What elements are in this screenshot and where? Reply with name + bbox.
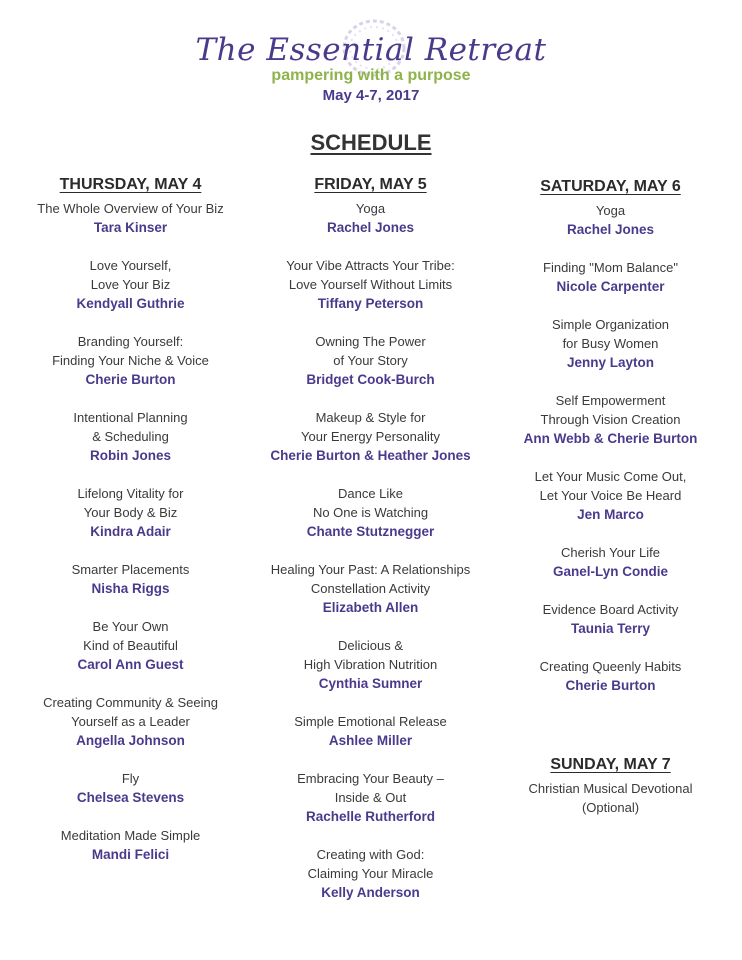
retreat-tagline: pampering with a purpose (271, 67, 471, 84)
session-item (8, 769, 253, 807)
session-title: Branding Yourself: Finding Your Niche & Voice (52, 334, 209, 368)
session-item (8, 826, 253, 864)
session-item (8, 617, 253, 674)
session-item (248, 560, 493, 617)
session-title: Delicious & High Vibration Nutrition (303, 638, 438, 672)
schedule-title: SCHEDULE (310, 130, 432, 155)
session-speaker: Tara Kinser (93, 220, 168, 235)
session-speaker: Ganel-Lyn Condie (552, 564, 668, 579)
session-title: Self Empowerment Through Vision Creation (540, 393, 681, 427)
session-title: Creating Community & Seeing Yourself as a Leader (43, 695, 218, 729)
session-item (8, 560, 253, 598)
session-item (8, 484, 253, 541)
session-speaker: Robin Jones (89, 448, 171, 463)
session-speaker: Angella Johnson (76, 733, 185, 748)
session-speaker: Cynthia Sumner (318, 676, 423, 691)
session-item (488, 201, 733, 239)
session-title: Dance Like No One is Watching (312, 486, 429, 520)
session-title: Makeup & Style for Your Energy Personality (301, 410, 440, 444)
session-title: Cherish Your Life (560, 545, 660, 560)
session-item (248, 636, 493, 693)
day-heading: THURSDAY, MAY 4 (59, 176, 202, 193)
session-list (488, 201, 733, 695)
session-item (488, 600, 733, 638)
retreat-dates: May 4-7, 2017 (322, 87, 420, 104)
day-heading: FRIDAY, MAY 5 (314, 176, 427, 193)
session-item (248, 769, 493, 826)
session-title: Christian Musical Devotional (Optional) (528, 781, 693, 815)
day-heading: SATURDAY, MAY 6 (540, 178, 681, 195)
session-speaker: Chelsea Stevens (76, 790, 185, 805)
session-speaker: Jenny Layton (566, 355, 655, 370)
session-title: Yoga (355, 201, 386, 216)
retreat-title: The Essential Retreat (195, 32, 547, 68)
session-item (488, 258, 733, 296)
session-title: Healing Your Past: A Relationships Constellation Activity (270, 562, 471, 596)
session-title: Love Yourself, Love Your Biz (89, 258, 172, 292)
session-item (248, 199, 493, 237)
session-speaker: Nisha Riggs (91, 581, 170, 596)
session-speaker: Chante Stutznegger (306, 524, 435, 539)
session-title: Fly (121, 771, 140, 786)
thursday-column (8, 175, 253, 883)
sunday-column (488, 755, 733, 836)
session-speaker: Ann Webb & Cherie Burton (523, 431, 698, 446)
session-speaker: Kindra Adair (90, 524, 171, 539)
session-title: Creating with God: Claiming Your Miracle (307, 847, 434, 881)
session-item (248, 845, 493, 902)
session-item (488, 391, 733, 448)
session-title: Intentional Planning & Scheduling (73, 410, 188, 444)
session-speaker: Cherie Burton (85, 372, 176, 387)
session-speaker: Jen Marco (577, 507, 644, 522)
saturday-column (488, 177, 733, 714)
session-title: Let Your Music Come Out, Let Your Voice Be Heard (534, 469, 687, 503)
session-title: Simple Emotional Release (294, 714, 447, 729)
session-title: The Whole Overview of Your Biz (37, 201, 224, 216)
session-speaker: Carol Ann Guest (77, 657, 184, 672)
session-item (8, 693, 253, 750)
day-heading: SUNDAY, MAY 7 (550, 756, 671, 773)
session-item (488, 543, 733, 581)
session-title: Finding "Mom Balance" (543, 260, 678, 275)
session-item (248, 256, 493, 313)
session-speaker: Cherie Burton (565, 678, 656, 693)
session-item (248, 408, 493, 465)
session-item (8, 408, 253, 465)
session-item (8, 256, 253, 313)
session-speaker: Kelly Anderson (321, 885, 420, 900)
session-item (488, 315, 733, 372)
session-item (248, 484, 493, 541)
session-speaker: Rachel Jones (326, 220, 415, 235)
session-title: Yoga (595, 203, 626, 218)
friday-column (248, 175, 493, 921)
session-item (488, 657, 733, 695)
session-speaker: Elizabeth Allen (322, 600, 419, 615)
session-speaker: Cherie Burton & Heather Jones (270, 448, 471, 463)
session-item (248, 712, 493, 750)
session-title: Be Your Own Kind of Beautiful (83, 619, 178, 653)
session-speaker: Tiffany Peterson (317, 296, 424, 311)
session-title: Meditation Made Simple (60, 828, 201, 843)
session-list (248, 199, 493, 902)
session-title: Owning The Power of Your Story (315, 334, 426, 368)
session-title: Evidence Board Activity (542, 602, 679, 617)
session-item (248, 332, 493, 389)
session-item (8, 199, 253, 237)
session-title: Embracing Your Beauty – Inside & Out (297, 771, 444, 805)
session-title: Creating Queenly Habits (539, 659, 682, 674)
session-item (488, 779, 733, 817)
session-speaker: Ashlee Miller (328, 733, 413, 748)
session-speaker: Taunia Terry (570, 621, 651, 636)
session-item (8, 332, 253, 389)
retreat-header (0, 14, 742, 114)
session-speaker: Mandi Felici (91, 847, 170, 862)
session-speaker: Bridget Cook-Burch (306, 372, 435, 387)
session-title: Lifelong Vitality for Your Body & Biz (77, 486, 184, 520)
session-speaker: Nicole Carpenter (556, 279, 665, 294)
session-speaker: Rachelle Rutherford (305, 809, 436, 824)
session-title: Your Vibe Attracts Your Tribe: Love Yourself Without Limits (286, 258, 455, 292)
session-title: Simple Organization for Busy Women (551, 317, 670, 351)
session-list (8, 199, 253, 864)
session-speaker: Kendyall Guthrie (76, 296, 185, 311)
session-list (488, 779, 733, 817)
session-speaker: Rachel Jones (566, 222, 655, 237)
session-title: Smarter Placements (71, 562, 190, 577)
session-item (488, 467, 733, 524)
